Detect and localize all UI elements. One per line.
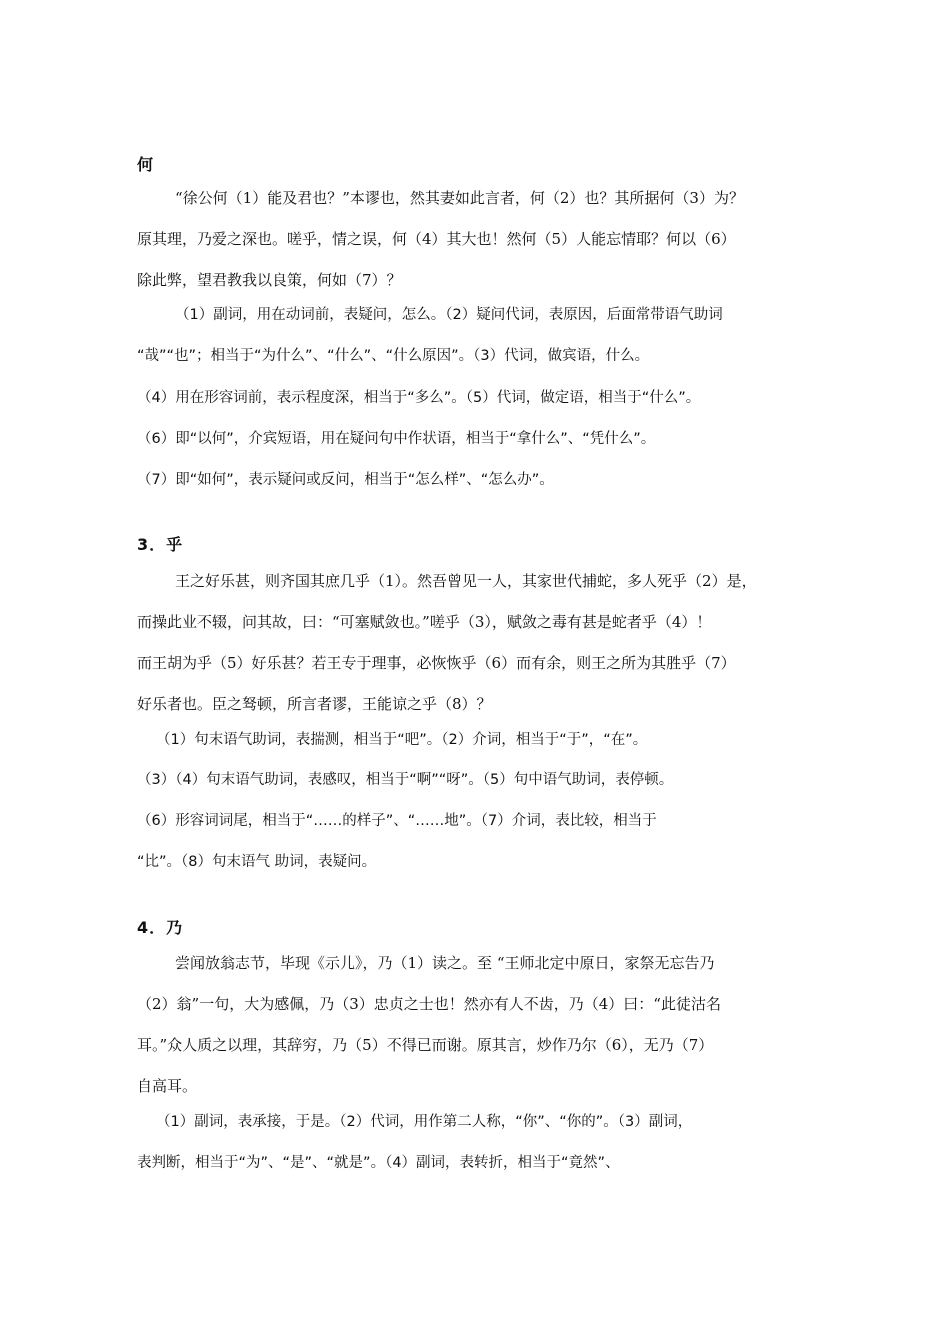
passage-line: （2）翁”一句，大为感佩，乃（3）忠贞之士也！然亦有人不齿，乃（4）曰：“此徒沽名 xyxy=(137,995,721,1013)
passage-line: 原其理，乃爱之深也。嗟乎，情之误，何（4）其大也！然何（5）人能忘情耶？何以（6） xyxy=(137,230,736,248)
passage-line: 而操此业不辍，问其故，曰：“可塞赋敛也。”嗟乎（3），赋敛之毒有甚是蛇者乎（4）！ xyxy=(137,613,712,631)
passage-line: 自高耳。 xyxy=(137,1077,198,1095)
note-line: （4）用在形容词前，表示程度深，相当于“多么”。（5）代词，做定语，相当于“什么”。 xyxy=(137,390,701,406)
note-line: （1）副词，用在动词前，表疑问，怎么。（2）疑问代词，表原因，后面常带语气助词 xyxy=(175,307,723,323)
note-line: （6）形容词词尾，相当于“……的样子”、“……地”。（7）介词，表比较，相当于 xyxy=(137,813,657,829)
note-line: （1）句末语气助词，表揣测，相当于“吧”。（2）介词，相当于“于”，“在”。 xyxy=(156,732,648,748)
note-line: （3）（4）句末语气助词，表感叹，相当于“啊”“呀”。（5）句中语气助词，表停顿。 xyxy=(137,772,674,788)
section-heading-he: 何 xyxy=(137,155,155,174)
note-line: “比”。（8）句末语气 助词，表疑问。 xyxy=(137,854,377,870)
passage-line: 好乐者也。臣之驽顿，所言者谬，王能谅之乎（8）？ xyxy=(137,695,492,713)
passage-line: “徐公何（1）能及君也？”本谬也，然其妻如此言者，何（2）也？其所据何（3）为？ xyxy=(175,189,744,207)
passage-line: 尝闻放翁志节，毕现《示儿》，乃（1）读之。至 “王师北定中原日，家祭无忘告乃 xyxy=(175,954,715,972)
note-line: （6）即“以何”，介宾短语，用在疑问句中作状语，相当于“拿什么”、“凭什么”。 xyxy=(137,431,656,447)
passage-line: 除此弊，望君教我以良策，何如（7）？ xyxy=(137,271,402,289)
section-heading-hu: 3．乎 xyxy=(137,535,184,554)
note-line: （7）即“如何”，表示疑问或反问，相当于“怎么样”、“怎么办”。 xyxy=(137,472,554,488)
passage-line: 耳。”众人质之以理，其辞穷，乃（5）不得已而谢。原其言，炒作乃尔（6），无乃（7） xyxy=(137,1036,714,1054)
passage-line: 而王胡为乎（5）好乐甚？若王专于理事，必恢恢乎（6）而有余，则王之所为其胜乎（7） xyxy=(137,654,736,672)
section-heading-nai: 4．乃 xyxy=(137,918,184,937)
note-line: 表判断，相当于“为”、“是”、“就是”。（4）副词，表转折，相当于“竟然”、 xyxy=(137,1155,620,1171)
note-line: “哉”“也”；相当于“为什么”、“什么”、“什么原因”。（3）代词，做宾语，什么。 xyxy=(137,348,650,364)
note-line: （1）副词，表承接，于是。（2）代词，用作第二人称，“你”、“你的”。（3）副词， xyxy=(156,1114,693,1130)
passage-line: 王之好乐甚，则齐国其庶几乎（1）。然吾曾见一人，其家世代捕蛇，多人死乎（2）是， xyxy=(175,572,757,590)
